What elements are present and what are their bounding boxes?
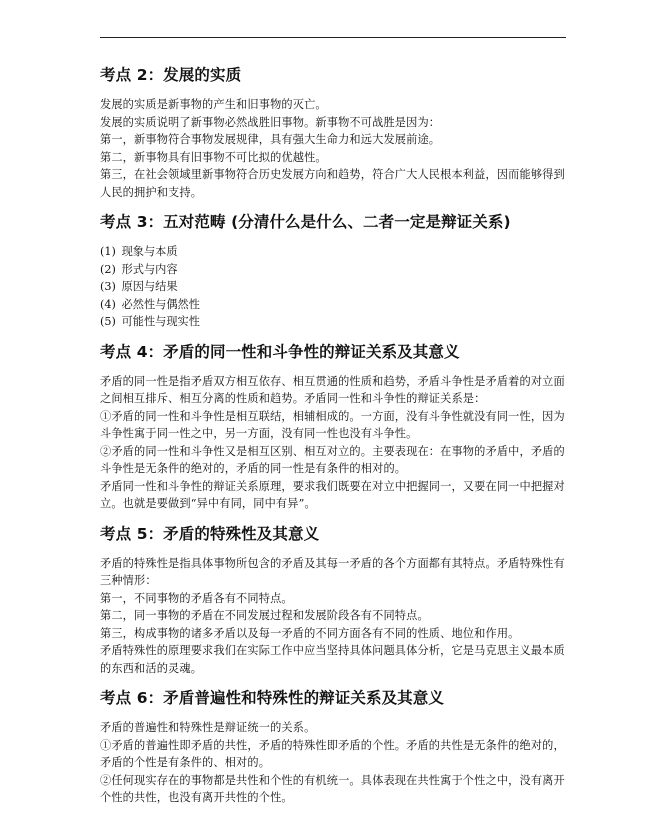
header-rule — [100, 37, 566, 38]
list-number: (3) — [100, 280, 116, 293]
section-heading: 考点 6：矛盾普遍性和特殊性的辩证关系及其意义 — [100, 689, 444, 707]
list-number: (1) — [100, 245, 116, 258]
list-number: (5) — [100, 315, 116, 328]
paragraph: 第一，新事物符合事物发展规律，具有强大生命力和远大发展前途。 — [100, 133, 441, 146]
list-text: 形式与内容 — [121, 262, 178, 276]
section-kaodian-5 — [100, 523, 568, 678]
list-item — [100, 313, 568, 331]
list-text: 原因与结果 — [121, 280, 178, 293]
section-kaodian-3 — [100, 211, 568, 331]
paragraph: 第二，同一事物的矛盾在不同发展过程和发展阶段各有不同特点。 — [100, 609, 429, 622]
list-item — [100, 278, 568, 296]
paragraph: ②任何现实存在的事物都是共性和个性的有机统一。具体表现在共性寓于个性之中，没有离开个性的共性，也没有离开共性的个性。 — [100, 773, 565, 804]
section-kaodian-2 — [100, 64, 568, 201]
paragraph: 矛盾的同一性是指矛盾双方相互依存、相互贯通的性质和趋势，矛盾斗争性是矛盾着的对立面之间相互排斥、相互分离的性质和趋势。矛盾同一性和斗争性的辩证关系是： — [100, 374, 565, 405]
list-number: (4) — [100, 297, 116, 311]
list-item — [100, 296, 568, 314]
list-text: 必然性与偶然性 — [121, 297, 200, 311]
paragraph: ①矛盾的同一性和斗争性是相互联结，相辅相成的。一方面，没有斗争性就没有同一性，因为斗争性寓于同一性之中，另一方面，没有同一性也没有斗争性。 — [100, 409, 565, 440]
list-item — [100, 243, 568, 261]
paragraph: 发展的实质说明了新事物必然战胜旧事物。新事物不可战胜是因为： — [100, 115, 441, 129]
section-heading: 考点 5：矛盾的特殊性及其意义 — [100, 524, 320, 543]
paragraph: ②矛盾的同一性和斗争性又是相互区别、相互对立的。主要表现在：在事物的矛盾中，矛盾的斗争性是无条件的绝对的，矛盾的同一性是有条件的相对的。 — [100, 444, 565, 475]
paragraph: 矛盾的普遍性和特殊性是辩证统一的关系。 — [100, 721, 316, 734]
section-heading: 考点 2：发展的实质 — [100, 66, 242, 84]
paragraph: 第三，在社会领域里新事物符合历史发展方向和趋势，符合广大人民根本利益，因而能够得到人民的拥护和支持。 — [100, 168, 565, 199]
paragraph: 第一，不同事物的矛盾各有不同特点。 — [100, 591, 293, 605]
section-heading: 考点 3：五对范畴 (分清什么是什么、二者一定是辩证关系) — [100, 213, 511, 231]
paragraph: 矛盾特殊性的原理要求我们在实际工作中应当坚持具体问题具体分析，它是马克思主义最本质的东西和活的灵魂。 — [100, 644, 565, 675]
paragraph: ①矛盾的普遍性即矛盾的共性，矛盾的特殊性即矛盾的个性。矛盾的共性是无条件的绝对的，矛盾的个性是有条件的、相对的。 — [100, 738, 565, 769]
document-body — [100, 64, 568, 807]
paragraph: 发展的实质是新事物的产生和旧事物的灭亡。 — [100, 98, 327, 111]
paragraph: 第三，构成事物的诸多矛盾以及每一矛盾的不同方面各有不同的性质、地位和作用。 — [100, 626, 520, 640]
section-heading: 考点 4：矛盾的同一性和斗争性的辩证关系及其意义 — [100, 342, 460, 361]
list-item — [100, 261, 568, 279]
section-kaodian-6 — [100, 687, 568, 807]
paragraph: 矛盾同一性和斗争性的辩证关系原理，要求我们既要在对立中把握同一，又要在同一中把握对立。也就是要做到“异中有同，同中有异”。 — [100, 479, 565, 510]
list-number: (2) — [100, 262, 116, 276]
paragraph: 第二，新事物具有旧事物不可比拟的优越性。 — [100, 150, 327, 164]
paragraph: 矛盾的特殊性是指具体事物所包含的矛盾及其每一矛盾的各个方面都有其特点。矛盾特殊性有三种情形： — [100, 556, 565, 587]
list-text: 现象与本质 — [121, 245, 178, 258]
list-text: 可能性与现实性 — [121, 315, 200, 328]
section-kaodian-4 — [100, 341, 568, 513]
